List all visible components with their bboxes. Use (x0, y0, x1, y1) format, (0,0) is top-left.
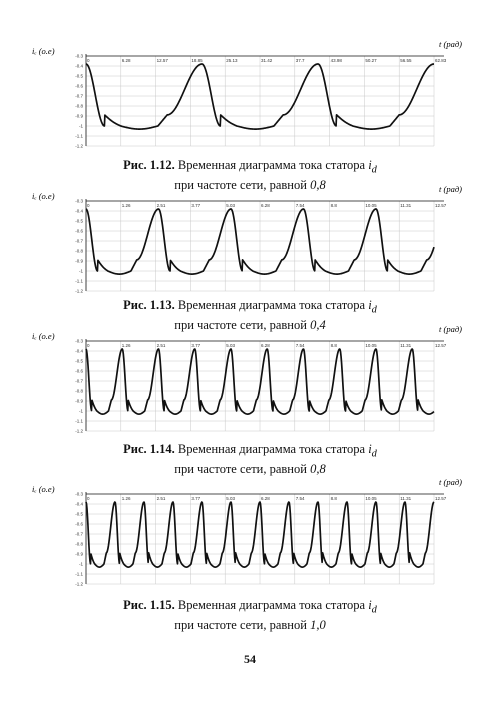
y-tick-label: -1 (78, 123, 83, 129)
x-tick-label: 7.54 (295, 496, 305, 501)
chart-1-14 (30, 325, 470, 435)
y-tick-label: -0.6 (75, 368, 83, 374)
x-tick-label: 6.28 (261, 496, 270, 501)
figure-1-13 (30, 185, 470, 295)
x-tick-label: 3.77 (191, 203, 201, 208)
caption-number: Рис. 1.15. (123, 598, 175, 612)
x-tick-label: 0 (87, 343, 90, 348)
y-tick-label: -0.3 (75, 53, 83, 59)
x-tick-label: 10.05 (365, 496, 377, 501)
y-tick-label: -1.2 (75, 581, 83, 587)
x-tick-label: 25.13 (226, 58, 238, 63)
y-tick-label: -1 (78, 561, 83, 567)
x-tick-label: 8.8 (330, 496, 337, 501)
y-tick-label: -0.6 (75, 228, 83, 234)
y-tick-label: -0.3 (75, 491, 83, 497)
caption-line2: при частоте сети, равной (174, 461, 311, 476)
y-tick-label: -0.6 (75, 521, 83, 527)
x-tick-label: 18.85 (191, 58, 203, 63)
y-tick-label: -1.2 (75, 428, 83, 434)
y-axis-label: iₑ (o.e) (32, 191, 55, 201)
x-axis-label: t (рад) (439, 324, 462, 334)
x-axis-label: t (рад) (439, 477, 462, 487)
caption-subscript: d (371, 604, 377, 616)
figure-1-14 (30, 325, 470, 435)
y-tick-label: -0.7 (75, 238, 83, 244)
page-number: 54 (244, 652, 256, 666)
x-tick-label: 11.31 (400, 203, 412, 208)
x-tick-label: 12.57 (435, 203, 447, 208)
x-tick-label: 6.28 (261, 203, 270, 208)
x-tick-label: 12.57 (435, 496, 447, 501)
y-tick-label: -0.8 (75, 541, 83, 547)
y-tick-label: -0.3 (75, 198, 83, 204)
x-tick-label: 31.42 (261, 58, 273, 63)
caption-subscript: d (371, 304, 377, 316)
x-tick-label: 5.03 (226, 496, 235, 501)
x-tick-label: 5.03 (226, 343, 235, 348)
y-tick-label: -1 (78, 408, 83, 414)
y-tick-label: -0.7 (75, 93, 83, 99)
x-tick-label: 1.26 (121, 496, 131, 501)
caption-line2: при частоте сети, равной (174, 177, 311, 192)
y-tick-label: -0.7 (75, 531, 83, 537)
caption-text: Временная диаграмма тока статора (174, 598, 369, 612)
caption-value: 0,4 (310, 317, 326, 332)
x-tick-label: 50.27 (365, 58, 377, 63)
x-tick-label: 5.03 (226, 203, 235, 208)
caption-symbol: i (368, 298, 372, 312)
y-tick-label: -0.5 (75, 73, 83, 79)
caption-number: Рис. 1.12. (123, 158, 175, 172)
x-tick-label: 43.98 (330, 58, 342, 63)
caption-1-15 (0, 598, 500, 633)
y-tick-label: -0.6 (75, 83, 83, 89)
y-tick-label: -1.1 (75, 571, 83, 577)
x-tick-label: 37.7 (295, 58, 305, 63)
caption-text: Временная диаграмма тока статора (174, 442, 369, 456)
x-tick-label: 0 (87, 203, 90, 208)
y-tick-label: -0.9 (75, 113, 83, 119)
caption-subscript: d (371, 448, 377, 460)
y-tick-label: -0.8 (75, 103, 83, 109)
x-tick-label: 6.28 (261, 343, 270, 348)
chart-1-13 (30, 185, 470, 295)
y-tick-label: -0.5 (75, 511, 83, 517)
y-tick-label: -1.2 (75, 143, 83, 149)
caption-text: Временная диаграмма тока статора (174, 298, 369, 312)
caption-number: Рис. 1.13. (123, 298, 175, 312)
x-tick-label: 7.54 (295, 203, 305, 208)
y-tick-label: -0.5 (75, 358, 83, 364)
y-tick-label: -0.9 (75, 398, 83, 404)
chart-1-15 (30, 478, 470, 588)
y-axis-label: iₑ (o.e) (32, 331, 55, 341)
y-tick-label: -0.4 (75, 501, 83, 507)
caption-value: 0,8 (310, 461, 326, 476)
x-tick-label: 11.31 (400, 343, 412, 348)
x-tick-label: 1.26 (121, 343, 131, 348)
y-tick-label: -1.1 (75, 133, 83, 139)
x-tick-label: 8.8 (330, 203, 337, 208)
caption-line2: при частоте сети, равной (174, 617, 311, 632)
x-axis-label: t (рад) (439, 39, 462, 49)
x-tick-label: 10.05 (365, 343, 377, 348)
y-tick-label: -0.5 (75, 218, 83, 224)
y-tick-label: -0.7 (75, 378, 83, 384)
x-tick-label: 1.26 (121, 203, 131, 208)
y-tick-label: -0.8 (75, 388, 83, 394)
x-tick-label: 7.54 (295, 343, 305, 348)
x-axis-label: t (рад) (439, 184, 462, 194)
caption-value: 1,0 (310, 617, 326, 632)
x-tick-label: 2.51 (156, 343, 166, 348)
x-tick-label: 3.77 (191, 343, 201, 348)
caption-value: 0,8 (310, 177, 326, 192)
y-tick-label: -0.9 (75, 258, 83, 264)
caption-line2: при частоте сети, равной (174, 317, 311, 332)
caption-text: Временная диаграмма тока статора (174, 158, 369, 172)
y-tick-label: -1.1 (75, 278, 83, 284)
caption-1-14 (0, 442, 500, 477)
y-axis-label: iₑ (o.e) (32, 484, 55, 494)
chart-1-12 (30, 40, 470, 150)
x-tick-label: 0 (87, 496, 90, 501)
x-tick-label: 62.83 (435, 58, 447, 63)
y-tick-label: -0.4 (75, 348, 83, 354)
caption-symbol: i (368, 442, 372, 456)
y-tick-label: -1.2 (75, 288, 83, 294)
caption-symbol: i (368, 158, 372, 172)
x-tick-label: 12.57 (435, 343, 447, 348)
caption-subscript: d (371, 164, 377, 176)
x-tick-label: 2.51 (156, 203, 166, 208)
x-tick-label: 6.28 (121, 58, 131, 63)
y-tick-label: -0.9 (75, 551, 83, 557)
x-tick-label: 10.05 (365, 203, 377, 208)
caption-symbol: i (368, 598, 372, 612)
y-tick-label: -0.3 (75, 338, 83, 344)
y-axis-label: iₑ (o.e) (32, 46, 55, 56)
y-tick-label: -0.8 (75, 248, 83, 254)
y-tick-label: -1 (78, 268, 83, 274)
x-tick-label: 56.55 (400, 58, 412, 63)
figure-1-15 (30, 478, 470, 588)
y-tick-label: -0.4 (75, 208, 83, 214)
x-tick-label: 11.31 (400, 496, 412, 501)
figure-1-12 (30, 40, 470, 150)
x-tick-label: 3.77 (191, 496, 201, 501)
x-tick-label: 12.57 (156, 58, 168, 63)
caption-number: Рис. 1.14. (123, 442, 175, 456)
x-tick-label: 0 (87, 58, 90, 63)
x-tick-label: 8.8 (330, 343, 337, 348)
x-tick-label: 2.51 (156, 496, 166, 501)
y-tick-label: -0.4 (75, 63, 83, 69)
y-tick-label: -1.1 (75, 418, 83, 424)
